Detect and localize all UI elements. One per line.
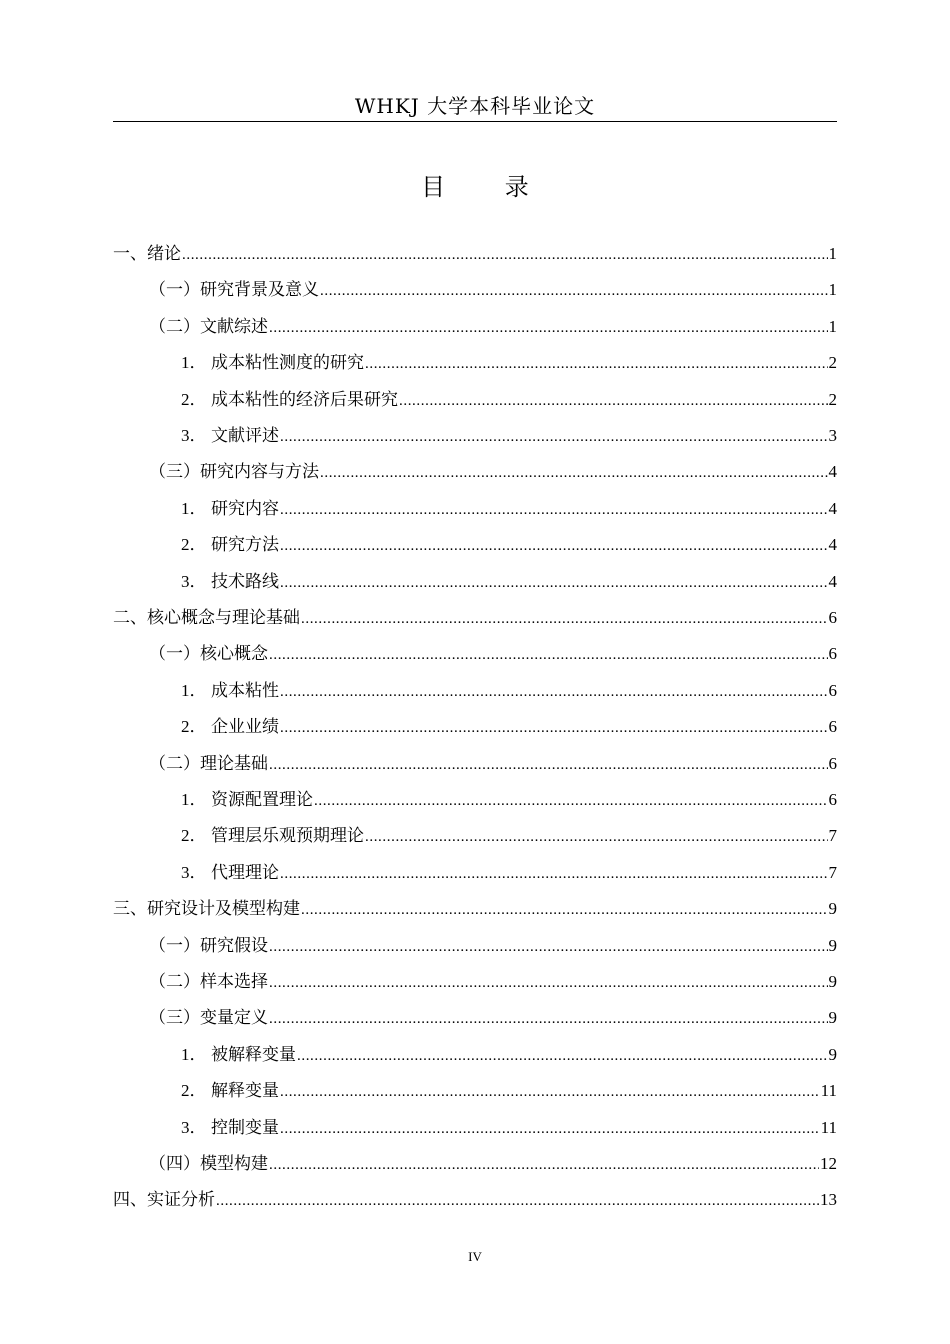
toc-entry-number: 3．: [181, 1117, 207, 1137]
toc-title: 目 录: [421, 173, 555, 201]
toc-entry-number: 1．: [181, 498, 207, 518]
toc-dot-leader: [365, 350, 828, 378]
toc-entry-page: 3: [828, 426, 837, 445]
toc-dot-leader: [182, 241, 828, 269]
toc-entry-label: 企业业绩: [211, 717, 279, 738]
toc-entry-label: （二）文献综述: [149, 316, 268, 337]
toc-entry-number: 2．: [181, 1081, 207, 1101]
toc-entry[interactable]: [181, 822, 837, 850]
toc-entry-number: 2．: [181, 826, 207, 846]
toc-entry-number: 1．: [181, 680, 207, 700]
toc-entry-page: 6: [828, 608, 837, 627]
toc-entry[interactable]: [113, 604, 837, 632]
toc-dot-leader: [280, 860, 828, 888]
toc-entry-label: 文献评述: [211, 426, 279, 446]
toc-entry-label: 被解释变量: [211, 1044, 296, 1065]
toc-entry-label: 三、研究设计及模型构建: [113, 899, 300, 920]
toc-entry-label: 技术路线: [211, 571, 279, 592]
toc-entry-number: 2．: [181, 535, 207, 555]
toc-entry-page: 6: [828, 717, 837, 737]
toc-entry-page: 1: [828, 316, 837, 336]
toc-entry-number: 3．: [181, 426, 207, 445]
toc-entry[interactable]: [181, 422, 837, 450]
toc-entry-page: 4: [828, 498, 837, 518]
toc-entry-number: 2．: [181, 717, 207, 737]
toc-dot-leader: [301, 896, 828, 924]
toc-entry-label: （一）核心概念: [149, 644, 268, 665]
toc-entry[interactable]: [181, 349, 837, 377]
toc-dot-leader: [399, 387, 828, 415]
toc-entry-label: 成本粘性测度的研究: [211, 353, 364, 374]
toc-dot-leader: [320, 459, 828, 487]
toc-dot-leader: [216, 1187, 819, 1215]
toc-entry[interactable]: [181, 677, 837, 705]
toc-entry-label: （一）研究假设: [149, 935, 268, 956]
toc-entry-page: 1: [828, 280, 837, 300]
header-rule: [113, 121, 837, 122]
toc-entry-label: 管理层乐观预期理论: [211, 826, 364, 847]
toc-entry-page: 11: [820, 1117, 837, 1137]
toc-dot-leader: [280, 1115, 820, 1143]
toc-entry-label: 代理理论: [211, 862, 279, 883]
toc-entry-label: 一、绪论: [113, 244, 181, 264]
toc-entry-page: 12: [820, 1154, 837, 1173]
toc-entry-label: （三）变量定义: [149, 1008, 268, 1029]
toc-dot-leader: [297, 1042, 828, 1070]
toc-entry[interactable]: [149, 1150, 837, 1178]
toc-dot-leader: [320, 277, 828, 305]
toc-entry-number: 3．: [181, 862, 207, 882]
page-number: IV: [468, 1249, 482, 1264]
toc-dot-leader: [280, 532, 828, 560]
toc-entry-number: 1．: [181, 1044, 207, 1064]
running-header: WHKJ 大学本科毕业论文: [354, 94, 596, 118]
toc-entry-label: （四）模型构建: [149, 1154, 268, 1174]
toc-entry-label: （三）研究内容与方法: [149, 462, 319, 483]
toc-entry-page: 6: [828, 644, 837, 664]
toc-entry[interactable]: [181, 1077, 837, 1105]
toc-entry-label: 研究方法: [211, 535, 279, 556]
toc-dot-leader: [280, 714, 828, 742]
toc-entry-label: （二）理论基础: [149, 753, 268, 774]
toc-entry-page: 13: [820, 1190, 837, 1210]
toc-entry[interactable]: [149, 313, 837, 341]
toc-dot-leader: [314, 787, 828, 815]
toc-entry-page: 4: [828, 462, 837, 482]
toc-entry[interactable]: [181, 1114, 837, 1142]
toc-entry-label: 研究内容: [211, 498, 279, 519]
toc-entry-page: 4: [828, 535, 837, 555]
toc-entry[interactable]: [181, 1041, 837, 1069]
toc-entry-page: 2: [828, 353, 837, 373]
toc-dot-leader: [280, 1078, 820, 1106]
toc-dot-leader: [269, 969, 828, 997]
toc-entry[interactable]: [181, 531, 837, 559]
toc-entry[interactable]: [113, 1186, 837, 1214]
toc-entry[interactable]: [149, 932, 837, 960]
toc-entry-page: 2: [828, 389, 837, 409]
toc-entry[interactable]: [113, 895, 837, 923]
toc-entry-page: 1: [828, 244, 837, 263]
toc-entry-page: 6: [828, 790, 837, 809]
toc-entry[interactable]: [181, 568, 837, 596]
toc-entry-page: 11: [820, 1081, 837, 1101]
toc-entry-number: 2．: [181, 389, 207, 409]
toc-entry-label: 解释变量: [211, 1081, 279, 1102]
toc-entry-page: 9: [828, 899, 837, 919]
toc-entry-label: 成本粘性的经济后果研究: [211, 389, 398, 410]
toc-dot-leader: [365, 823, 828, 851]
toc-entry-page: 7: [828, 862, 837, 882]
toc-entry-label: 资源配置理论: [211, 790, 313, 810]
toc-entry[interactable]: [149, 640, 837, 668]
toc-entry-label: 二、核心概念与理论基础: [113, 608, 300, 628]
toc-dot-leader: [280, 496, 828, 524]
toc-dot-leader: [269, 1151, 819, 1179]
toc-entry[interactable]: [149, 1004, 837, 1032]
toc-entry[interactable]: [149, 968, 837, 996]
toc-entry-page: 9: [828, 935, 837, 955]
toc-entry-page: 9: [828, 1008, 837, 1028]
toc-entry-label: （一）研究背景及意义: [149, 280, 319, 301]
toc-entry-number: 3．: [181, 571, 207, 591]
toc-entry-label: 成本粘性: [211, 680, 279, 701]
toc-entry-label: 控制变量: [211, 1117, 279, 1138]
toc-dot-leader: [280, 569, 828, 597]
toc-dot-leader: [280, 423, 828, 451]
toc-entry-page: 7: [828, 826, 837, 846]
toc-dot-leader: [269, 1005, 828, 1033]
toc-dot-leader: [269, 933, 828, 961]
toc-dot-leader: [269, 641, 828, 669]
toc-entry-page: 6: [828, 680, 837, 700]
toc-entry[interactable]: [149, 750, 837, 778]
toc-entry[interactable]: [149, 276, 837, 304]
toc-entry[interactable]: [181, 859, 837, 887]
toc-entry-label: （二）样本选择: [149, 972, 268, 992]
toc-entry[interactable]: [181, 713, 837, 741]
toc-dot-leader: [301, 605, 828, 633]
toc-dot-leader: [269, 314, 828, 342]
toc-entry-page: 4: [828, 571, 837, 591]
toc-entry-number: 1．: [181, 353, 207, 373]
toc-entry[interactable]: [181, 386, 837, 414]
toc-entry[interactable]: [181, 495, 837, 523]
toc-entry[interactable]: [113, 240, 837, 268]
toc-entry-page: 6: [828, 753, 837, 773]
toc-dot-leader: [269, 751, 828, 779]
toc-dot-leader: [280, 678, 828, 706]
toc-entry-number: 1．: [181, 790, 207, 809]
toc-entry-page: 9: [828, 1044, 837, 1064]
toc-entry[interactable]: [181, 786, 837, 814]
toc-entry-label: 四、实证分析: [113, 1190, 215, 1211]
toc-entry-page: 9: [828, 972, 837, 991]
toc-entry[interactable]: [149, 458, 837, 486]
